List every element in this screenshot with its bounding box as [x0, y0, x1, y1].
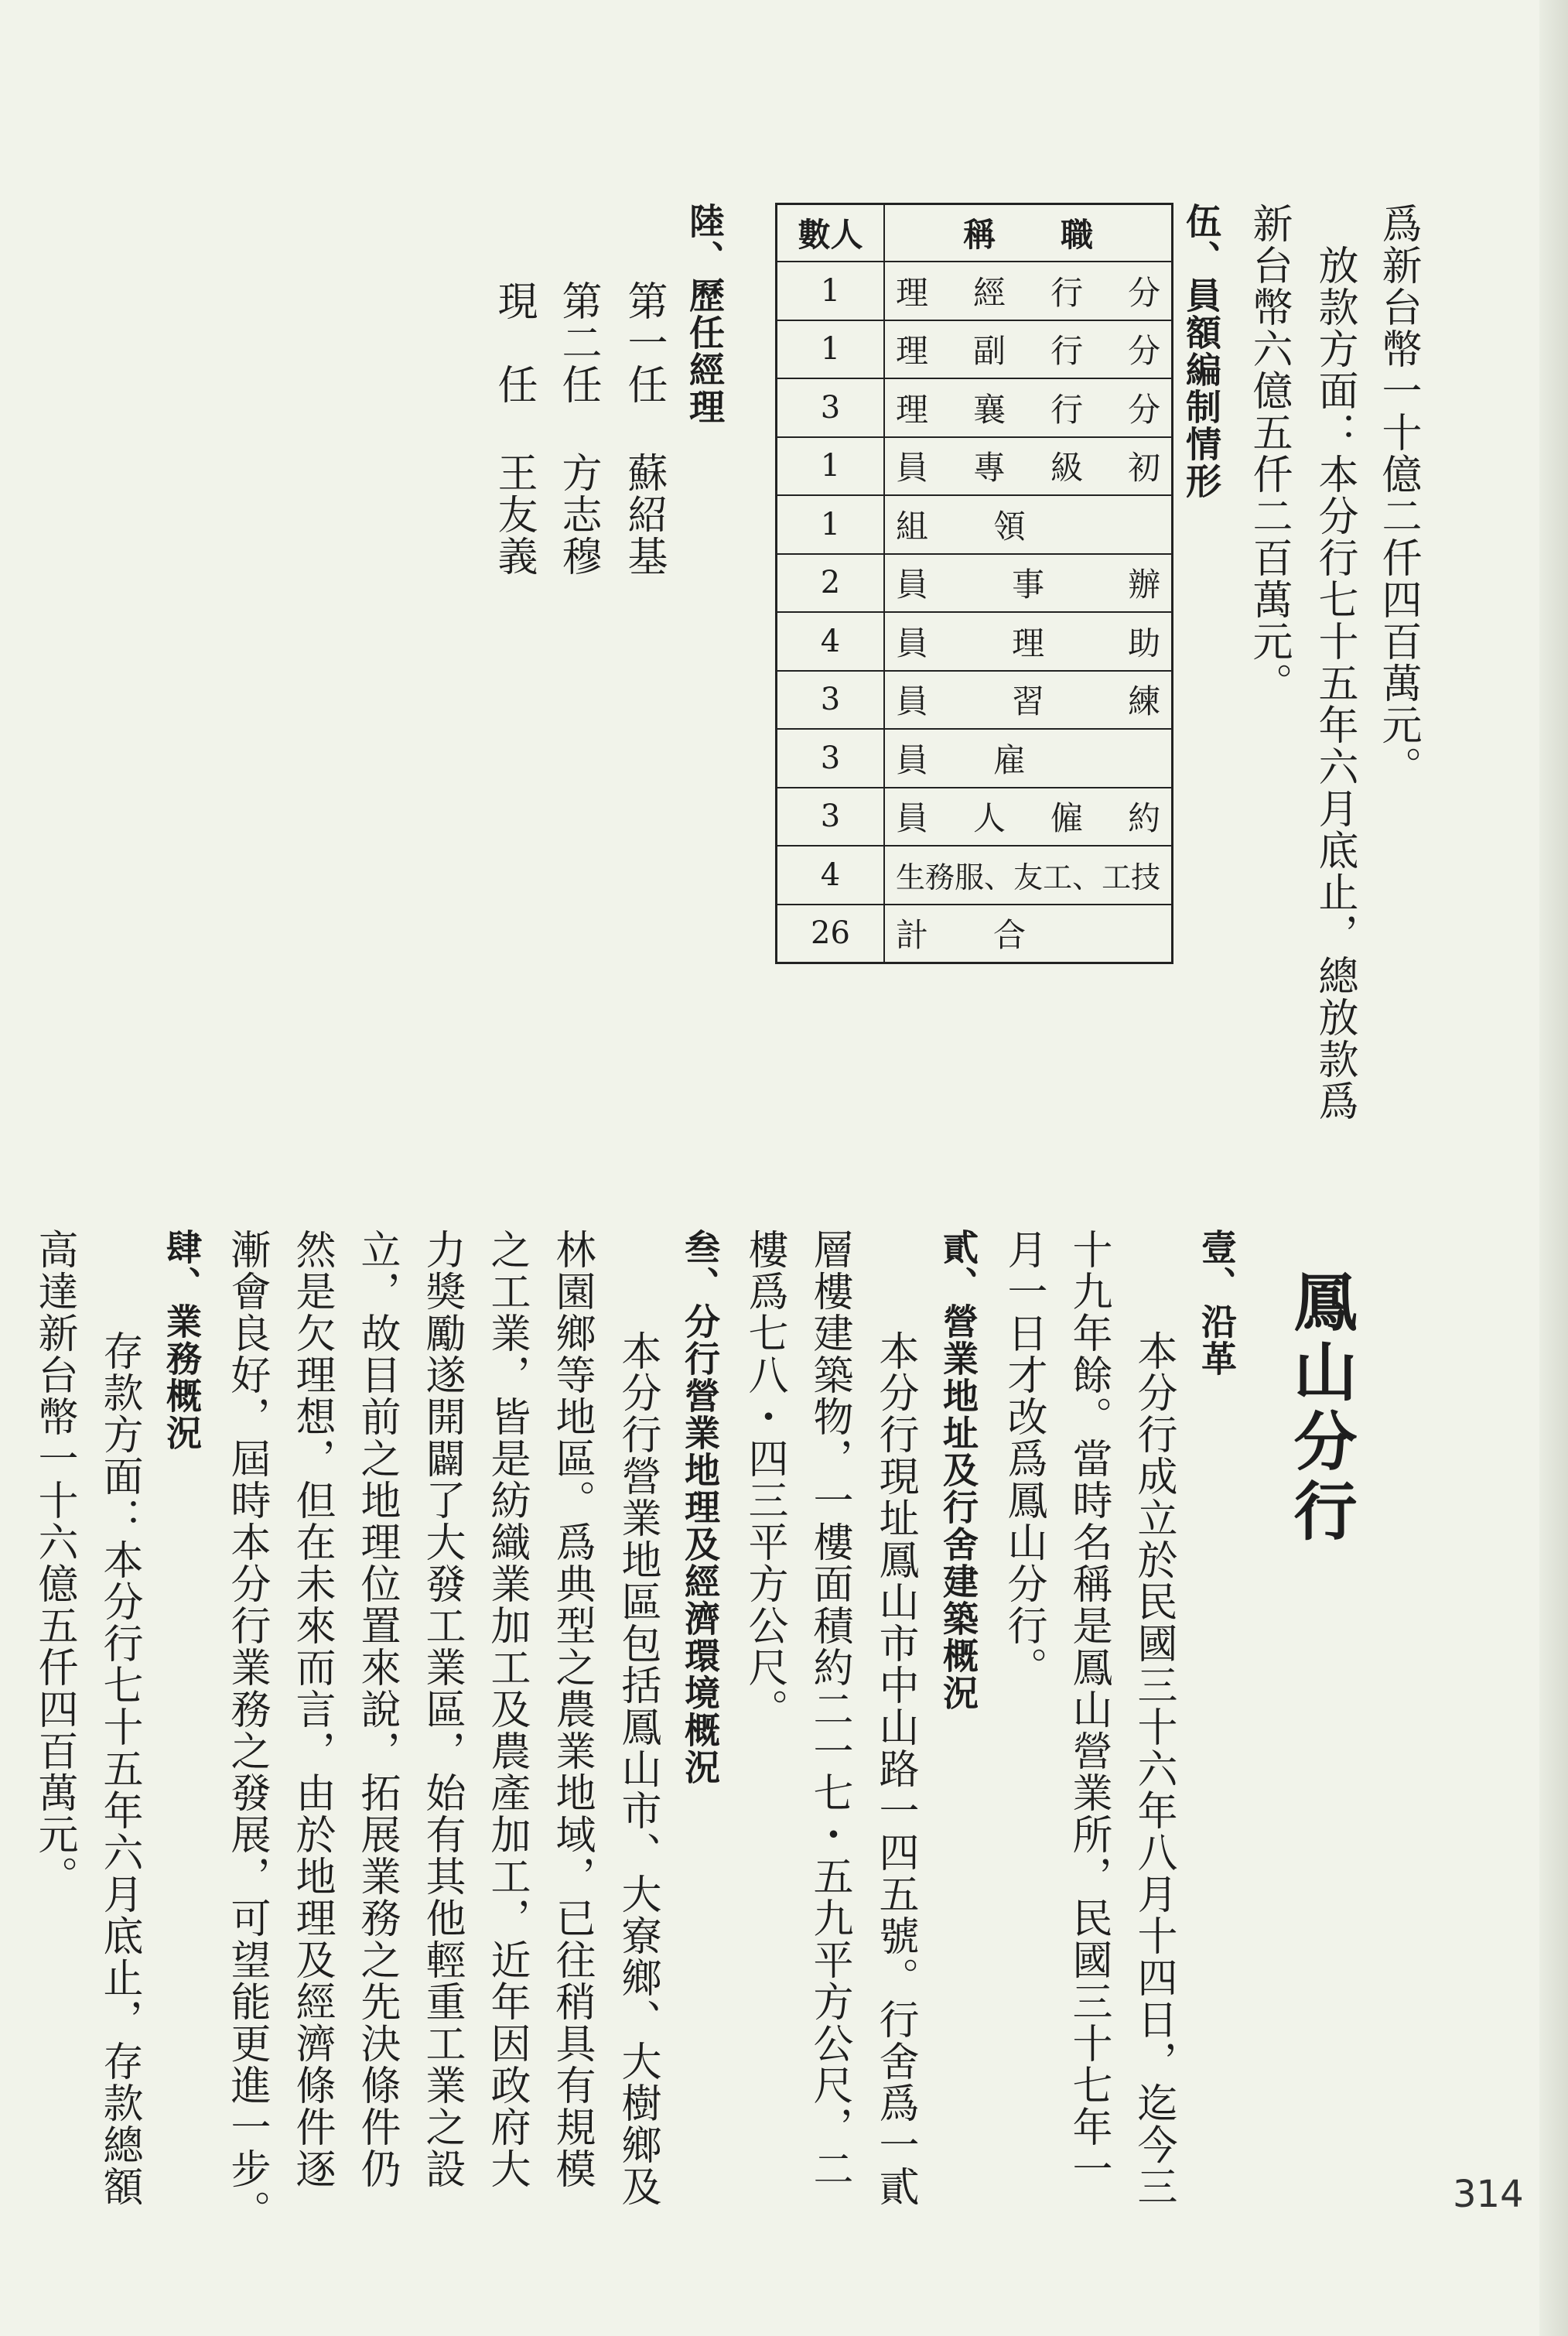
text-column: 本分行營業地區包括鳳山市、大寮鄉、大樹鄉及 [614, 1288, 661, 2208]
title-cell: 理 副 行 分 [896, 332, 1161, 371]
title-cell: 組 領 [896, 507, 1027, 546]
title-cell: 理 經 行 分 [896, 273, 1161, 312]
count-cell: 3 [777, 729, 885, 788]
table-header-row [777, 204, 1173, 262]
count-cell: 1 [777, 495, 885, 554]
title-cell: 理 襄 行 分 [896, 390, 1161, 429]
title-cell: 員 習 練 [896, 682, 1161, 721]
table-row [777, 612, 1173, 671]
count-cell: 4 [777, 846, 885, 905]
table-row [777, 378, 1173, 437]
manager-term: 第一任 [620, 280, 667, 405]
text-column: 存款方面：本分行七十五年六月底止，存款總額 [96, 1288, 142, 2208]
section-heading-address: 貳、營業地址及行舍建築概況 [938, 1229, 979, 1712]
header-title: 稱 職 [884, 204, 1173, 262]
table-row [777, 788, 1173, 847]
page-number: 314 [1453, 2173, 1524, 2216]
section-heading-managers: 陸、歷任經理 [684, 203, 726, 426]
text-column: 漸會良好，屆時本分行業務之發展，可望能更進一步。 [224, 1229, 270, 2232]
page-title: 鳳山分行 [1283, 1269, 1357, 1548]
manager-entry [620, 280, 667, 577]
count-cell: 4 [777, 612, 885, 671]
table-row [777, 437, 1173, 496]
table-row [777, 554, 1173, 613]
manager-name: 王友義 [490, 452, 537, 577]
section-heading-history: 壹、沿革 [1196, 1229, 1238, 1377]
manager-entry [555, 280, 601, 577]
title-cell: 員 專 級 初 [896, 449, 1161, 487]
text-column: 立，故目前之地理位置來說，拓展業務之先決條件仍 [354, 1229, 400, 2190]
title-cell: 生 務 服 、 友 工 、 工 技 [896, 860, 1161, 895]
header-count: 數人 [777, 204, 885, 262]
staff-table [775, 203, 1173, 964]
manager-name: 蘇紹基 [620, 452, 667, 577]
manager-term: 第二任 [555, 280, 601, 405]
table-row [777, 262, 1173, 320]
table-row [777, 905, 1173, 963]
text-column: 然是欠理想，但在未來而言，由於地理及經濟條件逐 [289, 1229, 335, 2190]
count-cell: 26 [777, 905, 885, 963]
manager-entry [490, 280, 537, 577]
text-column: 高達新台幣一十六億五仟四百萬元。 [31, 1229, 77, 1897]
text-column: 本分行成立於民國三十六年八月十四日，迄今三 [1130, 1288, 1177, 2208]
table-row [777, 320, 1173, 379]
manager-name: 方志穆 [555, 452, 601, 577]
section-heading-staff: 伍、員額編制情形 [1180, 203, 1222, 500]
count-cell: 3 [777, 378, 885, 437]
text-column: 層樓建築物，一樓面積約二一七・五九平方公尺，二 [806, 1229, 852, 2190]
count-cell: 3 [777, 671, 885, 730]
title-cell: 員 理 助 [896, 624, 1161, 662]
text-column: 之工業，皆是紡織業加工及農產加工，近年因政府大 [483, 1229, 530, 2190]
section-heading-business: 肆、業務概況 [161, 1229, 203, 1452]
title-cell: 員 人 僱 約 [896, 799, 1161, 838]
count-cell: 1 [777, 262, 885, 320]
text-column: 本分行現址鳳山市中山路一四五號。行舍爲一貳 [872, 1288, 918, 2208]
text-column: 月一日才改爲鳳山分行。 [1000, 1229, 1047, 1688]
count-cell: 2 [777, 554, 885, 613]
text-column: 林園鄉等地區。爲典型之農業地域，已往稍具有規模 [548, 1229, 595, 2190]
text-column: 新台幣六億五仟二百萬元。 [1245, 203, 1292, 704]
table-row [777, 495, 1173, 554]
section-heading-geography: 叁、分行營業地理及經濟環境概況 [679, 1229, 721, 1786]
table-row [777, 846, 1173, 905]
count-cell: 3 [777, 788, 885, 847]
text-column: 樓爲七八・四三平方公尺。 [741, 1229, 787, 1730]
text-column: 十九年餘。當時名稱是鳳山營業所，民國三十七年一 [1065, 1229, 1112, 2190]
count-cell: 1 [777, 320, 885, 379]
table-row [777, 671, 1173, 730]
table-row [777, 729, 1173, 788]
text-column: 力獎勵遂開闢了大發工業區，始有其他輕重工業之設 [418, 1229, 465, 2190]
text-column: 爲新台幣一十億二仟四百萬元。 [1375, 203, 1421, 788]
title-cell: 員 事 辦 [896, 566, 1161, 604]
text-column: 放款方面：本分行七十五年六月底止，總放款爲 [1311, 203, 1358, 1122]
title-cell: 員 雇 [896, 740, 1027, 779]
count-cell: 1 [777, 437, 885, 496]
title-cell: 計 合 [896, 916, 1027, 955]
manager-term: 現 任 [490, 280, 537, 405]
book-spine-shadow [1539, 0, 1568, 2336]
